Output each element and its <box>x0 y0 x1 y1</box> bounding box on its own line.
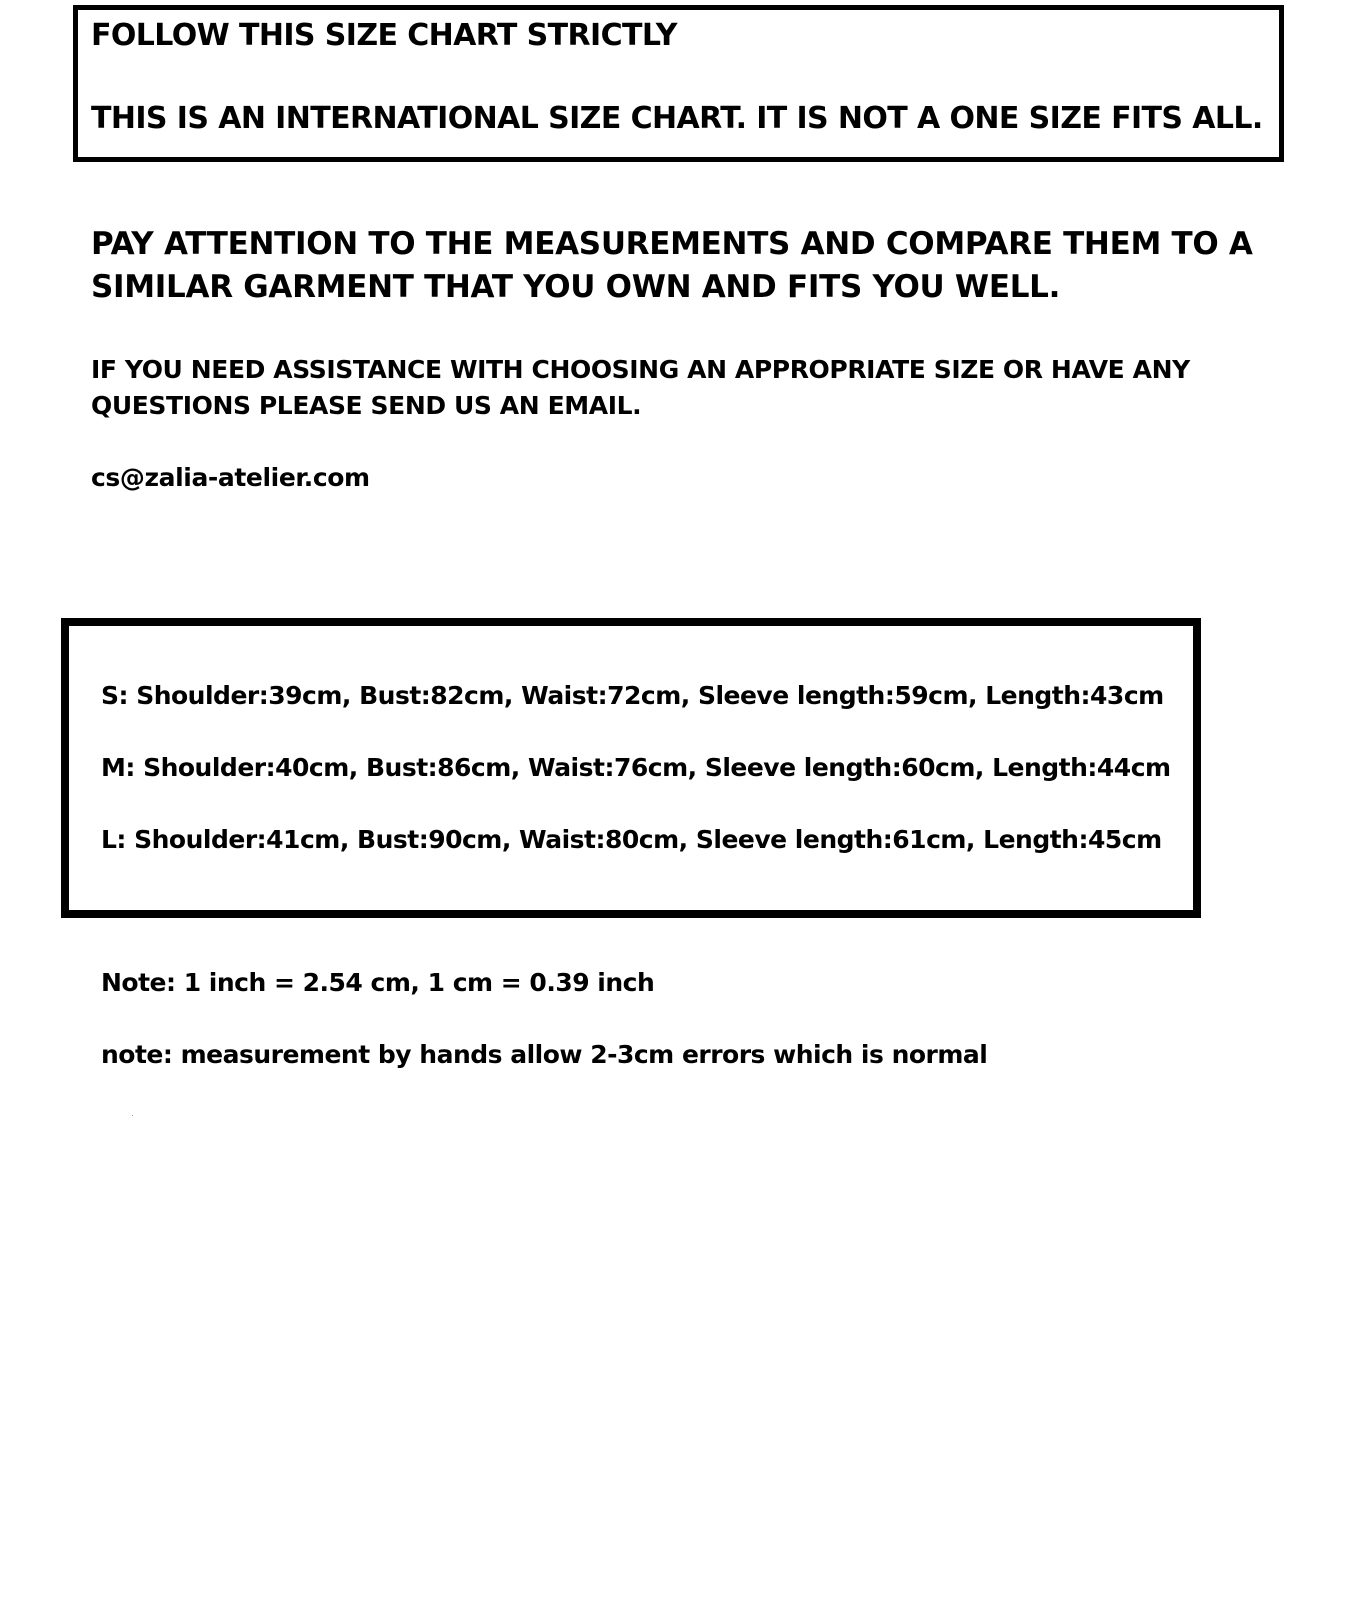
notice-international-size: THIS IS AN INTERNATIONAL SIZE CHART. IT IS NOT A ONE SIZE FITS ALL. <box>91 101 1263 136</box>
stray-dot <box>132 1115 133 1116</box>
size-row-m: M: Shoulder:40cm, Bust:86cm, Waist:76cm, Sleeve length:60cm, Length:44cm <box>101 753 1171 782</box>
notice-heading: FOLLOW THIS SIZE CHART STRICTLY <box>91 18 677 53</box>
size-row-l: L: Shoulder:41cm, Bust:90cm, Waist:80cm, Sleeve length:61cm, Length:45cm <box>101 825 1162 854</box>
assistance-line-2: QUESTIONS PLEASE SEND US AN EMAIL. <box>91 391 642 420</box>
size-row-s: S: Shoulder:39cm, Bust:82cm, Waist:72cm, Sleeve length:59cm, Length:43cm <box>101 681 1164 710</box>
contact-email[interactable]: cs@zalia-atelier.com <box>91 463 370 492</box>
advice-line-1: PAY ATTENTION TO THE MEASUREMENTS AND COMPARE THEM TO A <box>91 226 1253 262</box>
advice-line-2: SIMILAR GARMENT THAT YOU OWN AND FITS YOU WELL. <box>91 269 1061 305</box>
tolerance-note: note: measurement by hands allow 2-3cm errors which is normal <box>101 1040 988 1069</box>
conversion-note: Note: 1 inch = 2.54 cm, 1 cm = 0.39 inch <box>101 968 655 997</box>
assistance-line-1: IF YOU NEED ASSISTANCE WITH CHOOSING AN APPROPRIATE SIZE OR HAVE ANY <box>91 355 1190 384</box>
